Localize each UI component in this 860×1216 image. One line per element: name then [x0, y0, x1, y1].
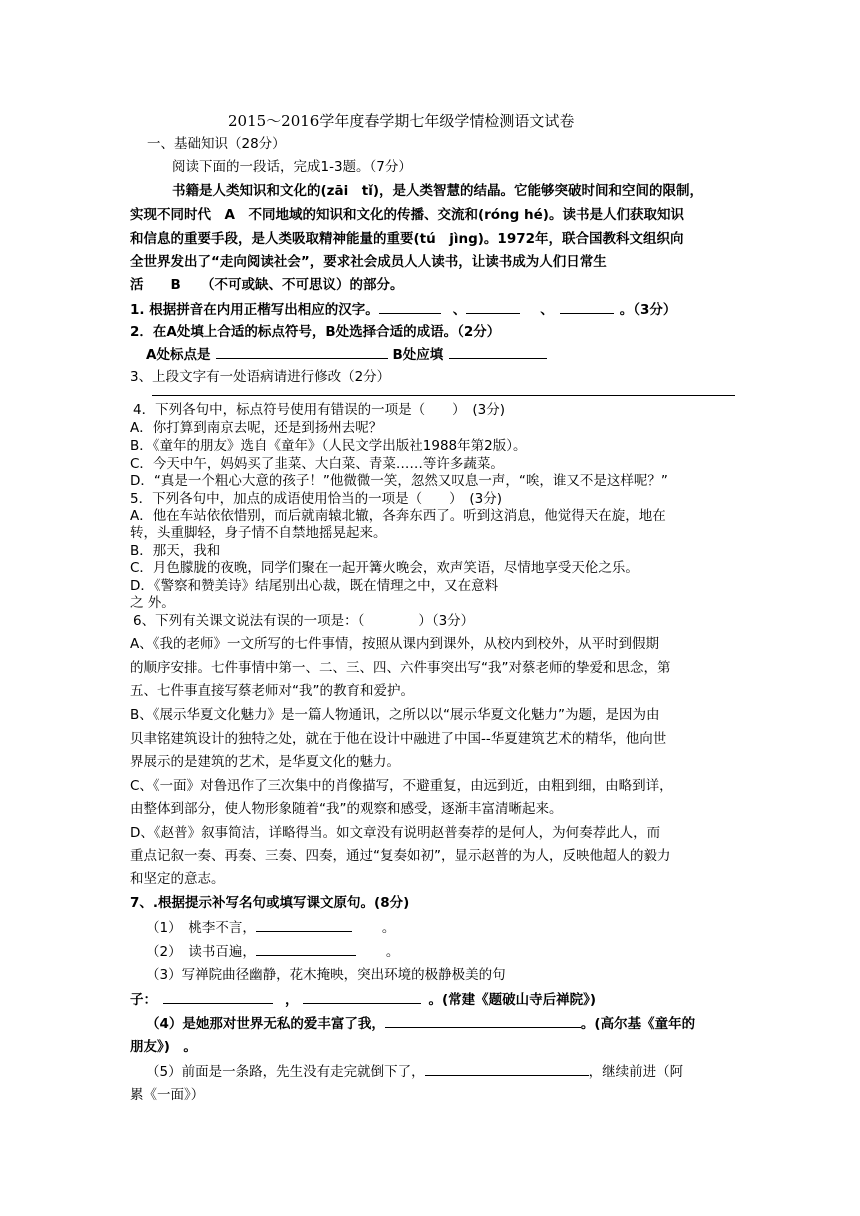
fill-item-1 — [146, 918, 395, 937]
option-d: D．“真是一个粗心大意的孩子！”他微微一笑，忽然又叹息一声，“唉，谁又不是这样呢？” — [130, 473, 668, 489]
option-a: A．你打算到南京去呢，还是到扬州去呢？ — [130, 420, 383, 436]
option-b: B、《展示华夏文化魅力》是一篇人物通讯，之所以以“展示华夏文化魅力”为题，是因为由 — [130, 707, 660, 723]
exam-title: 2015～2016学年度春学期七年级学情检测语文试卷 — [228, 112, 575, 130]
punctuation-label: A处标点是 — [146, 347, 211, 363]
answer-blank[interactable] — [466, 300, 520, 314]
question-4: 4．下列各句中，标点符号使用有错误的一项是（ ） (3分) — [133, 402, 505, 418]
score: 。（3分） — [619, 302, 677, 318]
source: 。(高尔基《童年的 — [580, 1016, 696, 1032]
answer-blank[interactable] — [303, 990, 421, 1004]
answer-blank[interactable] — [385, 1014, 581, 1028]
question-2: 2．在A处填上合适的标点符号，B处选择合适的成语。（2分） — [130, 324, 501, 340]
fill-item-5 — [146, 1062, 683, 1081]
idiom-label: B处应填 — [392, 347, 444, 363]
option-c-cont: 由整体到部分，使人物形象随着“我”的观察和感受，逐渐丰富清晰起来。 — [130, 801, 563, 817]
option-b: B．《童年的朋友》选自《童年》（人民文学出版社1988年第2版）。 — [130, 438, 527, 454]
option-a-cont: 转，头重脚轻，身子情不自禁地摇晃起来。 — [130, 525, 387, 541]
question-3: 3、上段文字有一处语病请进行修改（2分） — [130, 369, 391, 385]
comma: ， — [285, 992, 299, 1008]
fill-item-5-cont: 累《一面》） — [130, 1087, 205, 1103]
question-1-text: 1. 根据拼音在内用正楷写出相应的汉字。 — [130, 302, 379, 318]
separator: 、 — [540, 302, 554, 318]
option-b: B．那天，我和 — [130, 543, 221, 559]
section-heading: 一、基础知识（28分） — [147, 136, 286, 152]
option-d-cont: 之 外。 — [130, 595, 175, 611]
option-b-cont: 界展示的是建筑的艺术，是华夏文化的魅力。 — [130, 754, 400, 770]
item-text: （5）前面是一条路，先生没有走完就倒下了， — [146, 1064, 425, 1080]
option-d: D．《警察和赞美诗》结尾别出心裁，既在情理之中，又在意料 — [130, 578, 499, 594]
item-text: 子： — [130, 992, 157, 1008]
item-text: （1） 桃李不言， — [146, 920, 256, 936]
item-text: ，继续前进（阿 — [588, 1064, 684, 1080]
period: 。 — [385, 944, 400, 960]
passage-line: 活 B （不可或缺、不可思议）的部分。 — [130, 277, 404, 293]
fill-item-4 — [146, 1014, 695, 1033]
question-5: 5．下列各句中，加点的成语使用恰当的一项是（ ） (3分) — [130, 491, 502, 507]
source: 。(常建《题破山寺后禅院》) — [428, 992, 597, 1008]
item-text: （4）是她那对世界无私的爱丰富了我， — [146, 1016, 385, 1032]
option-a-cont: 的顺序安排。七件事情中第一、二、三、四、六件事突出写“我”对蔡老师的挚爱和思念，第 — [130, 660, 671, 676]
answer-blank[interactable] — [379, 300, 441, 314]
option-d-cont: 重点记叙一奏、再奏、三奏、四奏，通过“复奏如初”，显示赵普的为人，反映他超人的毅力 — [130, 848, 671, 864]
option-a: A、《我的老师》一文所写的七件事情，按照从课内到课外，从校内到校外，从平时到假期 — [130, 636, 659, 652]
passage-line: 书籍是人类知识和文化的(zāi tǐ)，是人类智慧的结晶。它能够突破时间和空间的限制， — [172, 183, 704, 199]
fill-item-4-cont: 朋友》) 。 — [130, 1039, 197, 1055]
option-c: C、《一面》对鲁迅作了三次集中的肖像描写，不避重复，由远到近，由粗到细，由略到详， — [130, 778, 673, 794]
question-1 — [130, 300, 676, 319]
answer-blank[interactable] — [560, 300, 614, 314]
option-a-cont: 五、七件事直接写蔡老师对“我”的教育和爱护。 — [130, 683, 414, 699]
fill-item-3-cont — [130, 990, 596, 1009]
fill-item-2 — [146, 942, 399, 961]
answer-blank[interactable] — [256, 918, 352, 932]
answer-line[interactable] — [152, 395, 735, 396]
period: 。 — [381, 920, 396, 936]
question-2-answers — [146, 345, 547, 364]
option-c: C．月色朦胧的夜晚，同学们聚在一起开篝火晚会，欢声笑语，尽情地享受天伦之乐。 — [130, 560, 639, 576]
question-7: 7、.根据提示补写名句或填写课文原句。(8分) — [130, 895, 410, 911]
option-d-cont: 和坚定的意志。 — [130, 871, 225, 887]
question-6: 6、下列有关课文说法有误的一项是：（ ）（3分） — [133, 613, 475, 629]
fill-item-3: （3）写禅院曲径幽静，花木掩映，突出环境的极静极美的句 — [146, 967, 506, 983]
reading-instruction: 阅读下面的一段话，完成1-3题。（7分） — [172, 159, 412, 175]
passage-line: 实现不同时代 A 不同地域的知识和文化的传播、交流和(róng hé)。读书是人们获取知识 — [130, 207, 684, 223]
option-c: C．今天中午，妈妈买了韭菜、大白菜、青菜……等许多蔬菜。 — [130, 456, 504, 472]
option-b-cont: 贝聿铭建筑设计的独特之处，就在于他在设计中融进了中国--华夏建筑艺术的精华，他向世 — [130, 731, 667, 747]
idiom-blank[interactable] — [449, 345, 547, 359]
answer-blank[interactable] — [425, 1062, 589, 1076]
item-text: （2） 读书百遍， — [146, 944, 256, 960]
passage-line: 全世界发出了“走向阅读社会”，要求社会成员人人读书，让读书成为人们日常生 — [130, 254, 607, 270]
answer-blank[interactable] — [256, 942, 356, 956]
punctuation-blank[interactable] — [216, 345, 388, 359]
separator: 、 — [452, 302, 467, 318]
answer-blank[interactable] — [163, 990, 273, 1004]
passage-line: 和信息的重要手段，是人类吸取精神能量的重要(tú jìng)。1972年，联合国教科文组织向 — [130, 231, 684, 247]
option-d: D、《赵普》叙事简洁，详略得当。如文章没有说明赵普奏荐的是何人，为何奏荐此人，而 — [130, 825, 661, 841]
option-a: A．他在车站依依惜别，而后就南辕北辙，各奔东西了。听到这消息，他觉得天在旋，地在 — [130, 508, 666, 524]
